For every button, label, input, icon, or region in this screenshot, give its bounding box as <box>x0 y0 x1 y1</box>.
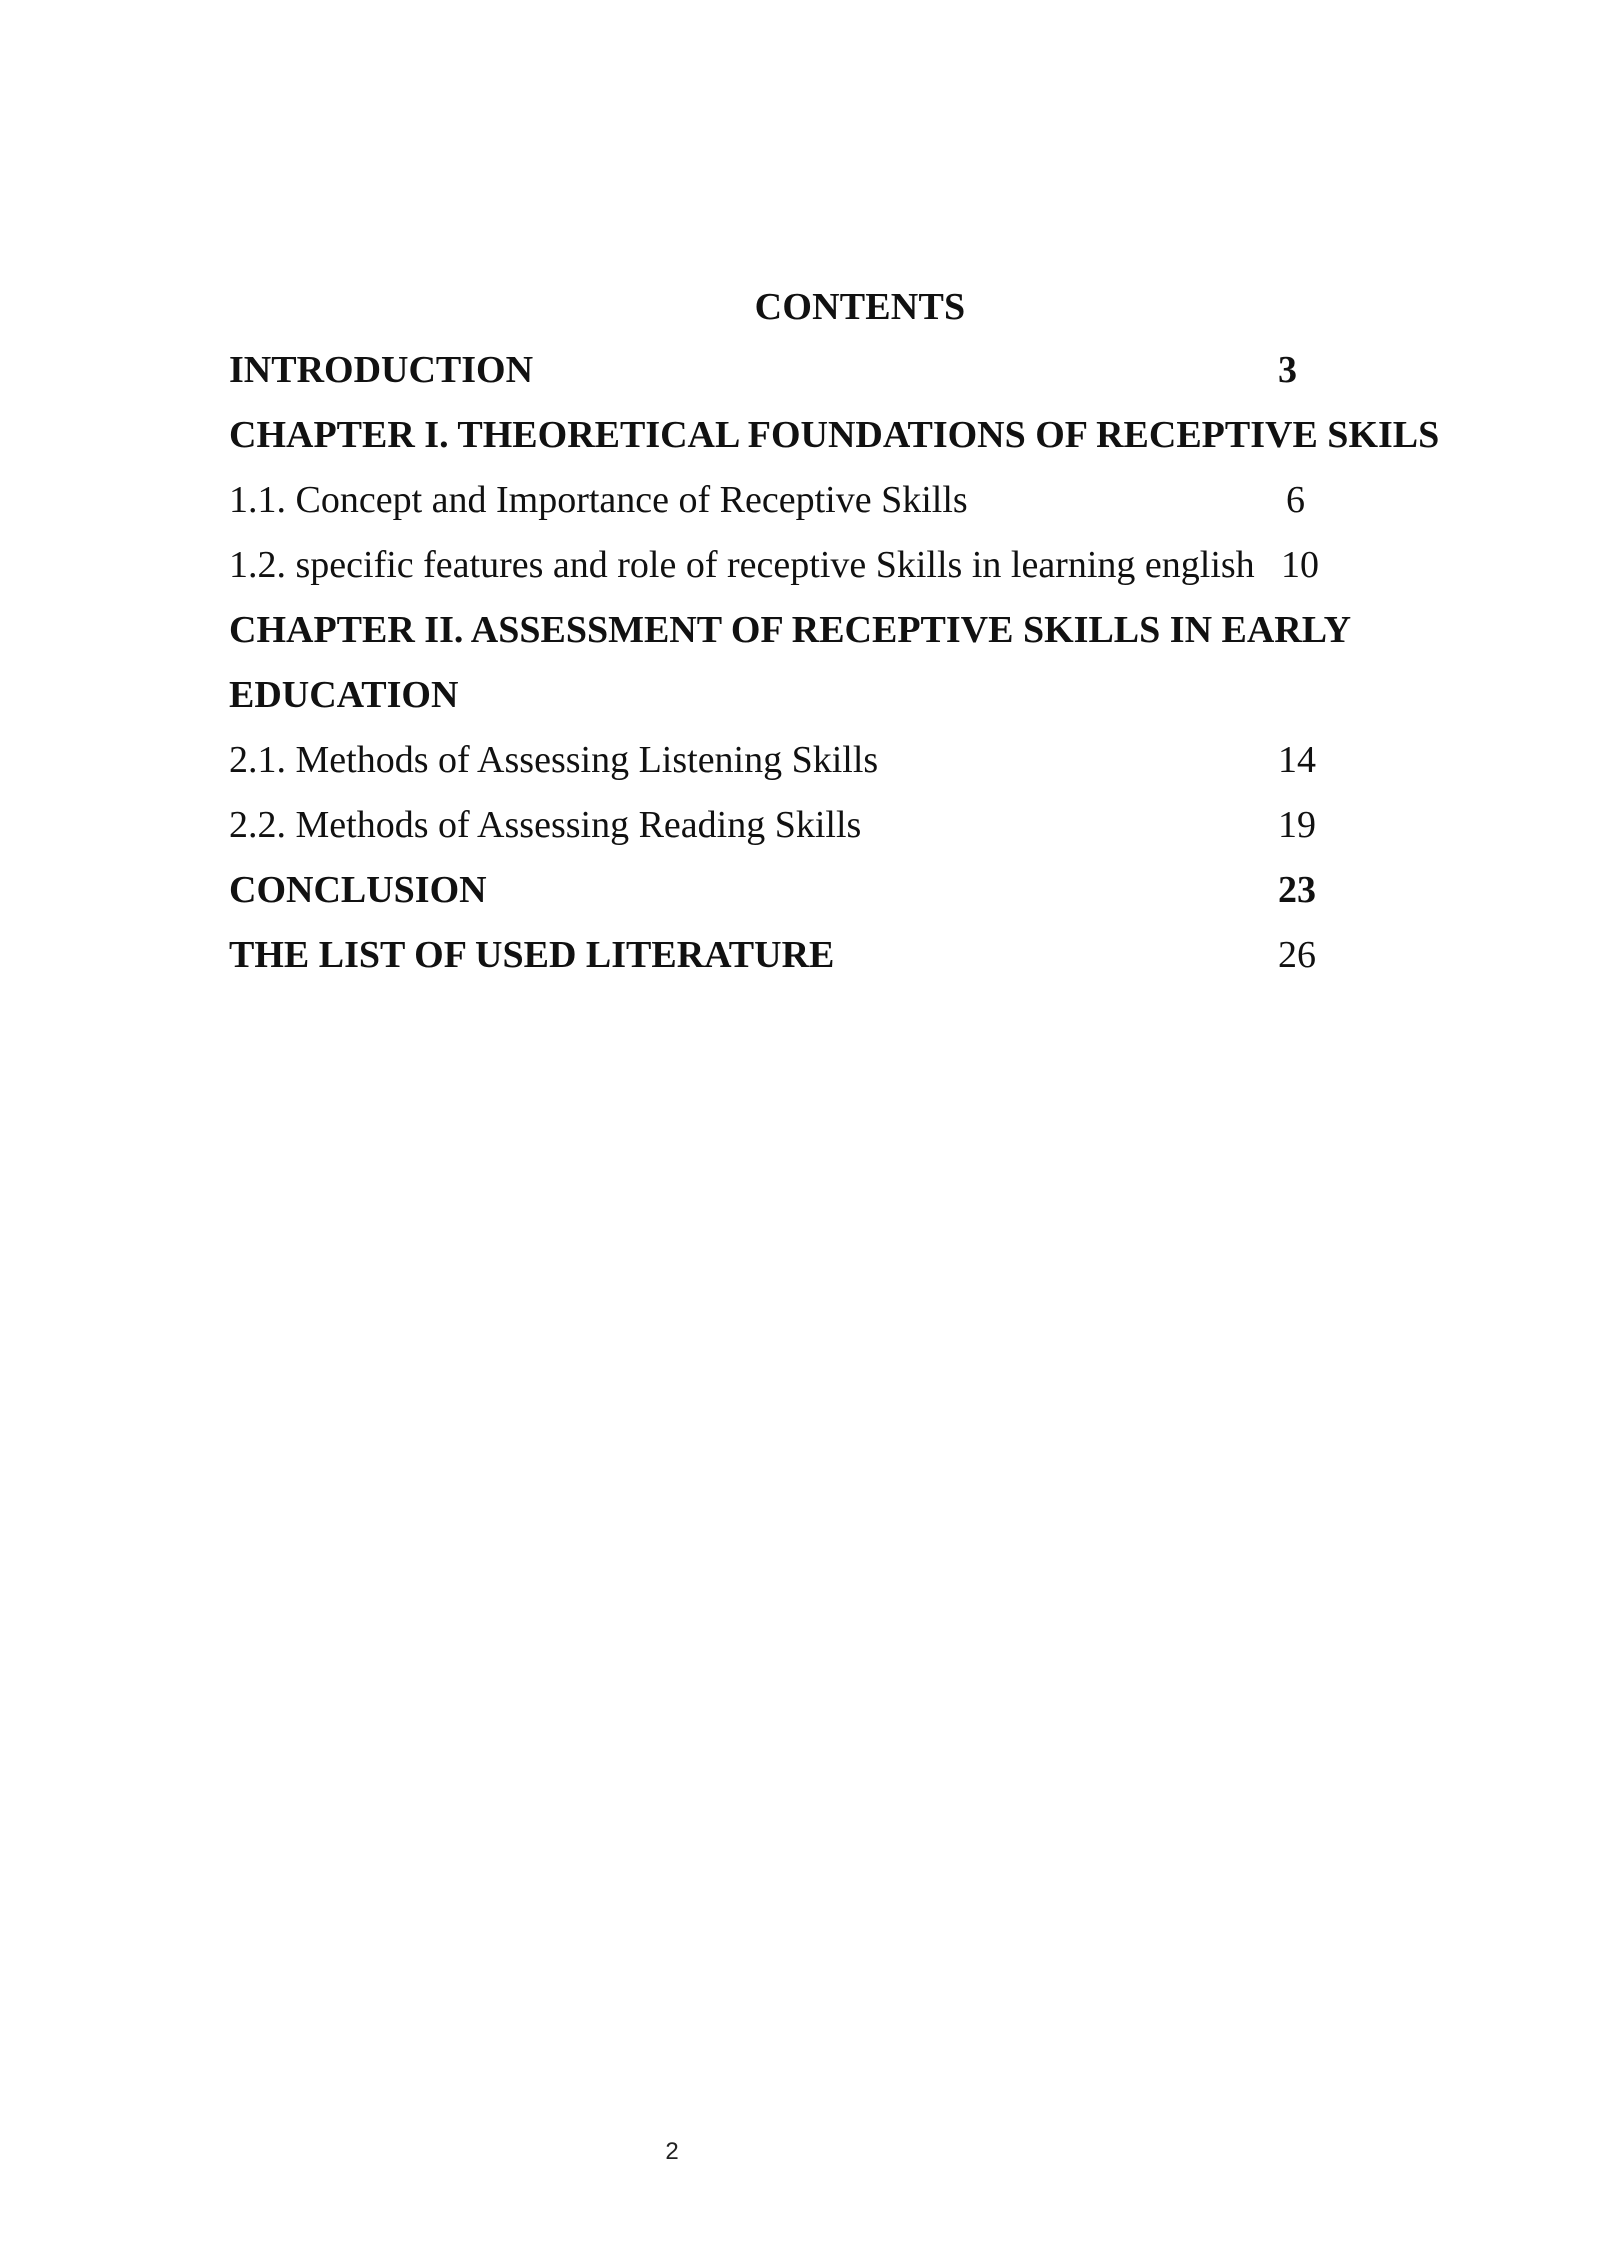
toc-entry-page-number: 6 <box>1286 479 1305 521</box>
toc-entry-page-number: 23 <box>1278 869 1316 911</box>
toc-entry-page-number: 14 <box>1278 739 1316 781</box>
toc-entry-section-2-1 <box>229 735 1529 800</box>
toc-entry-label: INTRODUCTION <box>229 349 534 391</box>
toc-entry-introduction <box>229 345 1529 410</box>
toc-entry-label: 1.1. Concept and Importance of Receptive Skills <box>229 479 968 521</box>
toc-entry-page-number: 3 <box>1278 349 1297 391</box>
toc-entry-label: EDUCATION <box>229 674 459 716</box>
toc-entry-page-number: 19 <box>1278 804 1316 846</box>
toc-entry-label: 1.2. specific features and role of receptive Skills in learning english <box>229 544 1255 586</box>
toc-entry-page-number: 26 <box>1278 934 1316 976</box>
toc-entry-section-1-1 <box>229 475 1529 540</box>
page-number-footer: 2 <box>665 2138 679 2165</box>
toc-entry-chapter-1 <box>229 410 1529 475</box>
toc-entry-section-2-2 <box>229 800 1529 865</box>
toc-entry-literature <box>229 930 1529 995</box>
toc-entry-page-number: 10 <box>1281 544 1319 586</box>
table-of-contents <box>229 345 1529 995</box>
toc-entry-label: CHAPTER I. THEORETICAL FOUNDATIONS OF RECEPTIVE SKILS <box>229 414 1440 456</box>
toc-entry-conclusion <box>229 865 1529 930</box>
toc-entry-chapter-2-continued <box>229 670 1529 735</box>
toc-entry-label: 2.1. Methods of Assessing Listening Skills <box>229 739 879 781</box>
toc-entry-label: 2.2. Methods of Assessing Reading Skills <box>229 804 862 846</box>
toc-entry-section-1-2 <box>229 540 1529 605</box>
toc-entry-chapter-2 <box>229 605 1529 670</box>
contents-heading: CONTENTS <box>754 286 966 328</box>
toc-entry-label: CHAPTER II. ASSESSMENT OF RECEPTIVE SKILLS IN EARLY <box>229 609 1352 651</box>
toc-entry-label: CONCLUSION <box>229 869 487 911</box>
toc-entry-label: THE LIST OF USED LITERATURE <box>229 934 835 976</box>
